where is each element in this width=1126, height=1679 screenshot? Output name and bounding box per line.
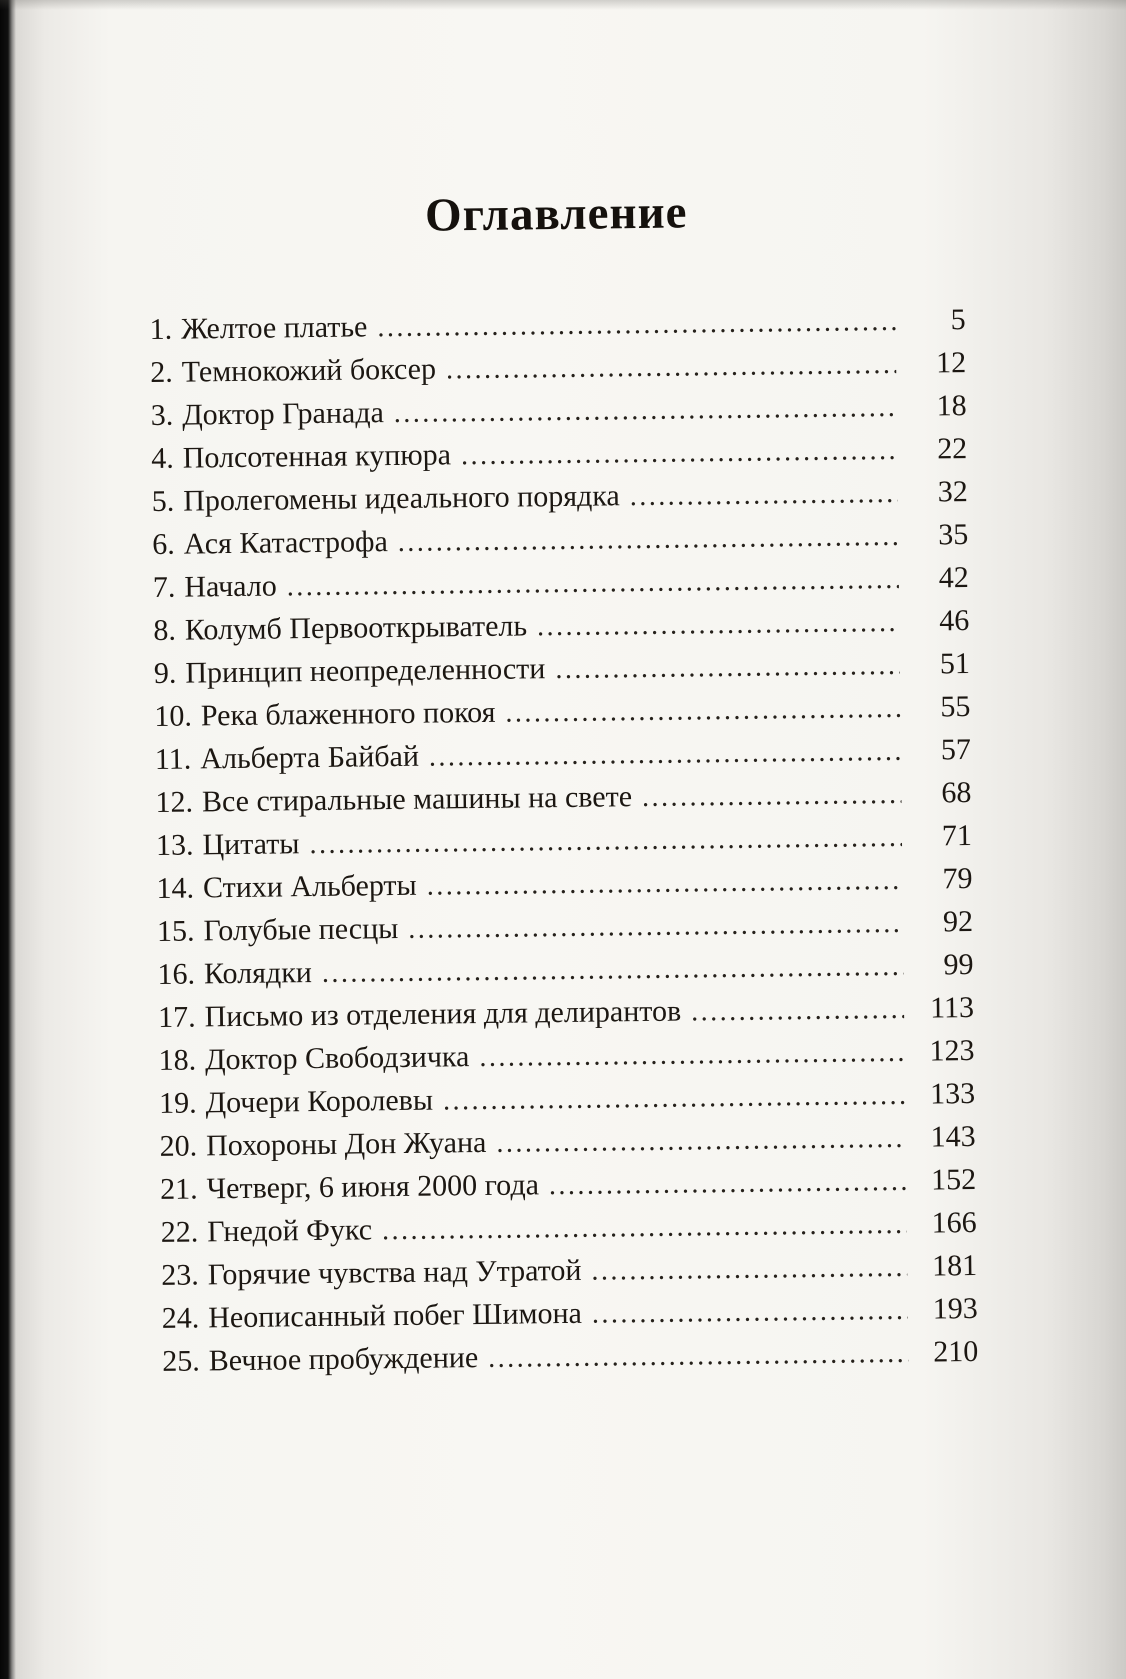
dot-leader <box>555 643 900 691</box>
toc-entry-page: 55 <box>940 689 971 724</box>
dot-leader <box>479 1030 905 1079</box>
toc-entry-number: 13. <box>155 828 194 862</box>
dot-leader <box>398 514 899 564</box>
dot-leader <box>591 1245 907 1293</box>
toc-entry-page: 113 <box>929 990 975 1025</box>
dot-leader <box>443 1073 906 1123</box>
toc-entry-number: 25. <box>162 1344 200 1378</box>
toc-entry-title: Гнедой Фукс <box>207 1213 373 1249</box>
dot-leader <box>394 385 897 435</box>
toc-entry-title: Принцип неопределенности <box>185 652 546 690</box>
dot-leader <box>537 600 900 648</box>
dot-leader <box>642 772 902 819</box>
dot-leader <box>377 299 896 349</box>
toc-entry-title: Дочери Королевы <box>205 1083 434 1120</box>
toc-entry-title: Похороны Дон Жуана <box>205 1125 487 1163</box>
toc-entry-number: 6. <box>152 527 176 561</box>
toc-entry-title: Четверг, 6 июня 2000 года <box>206 1168 540 1206</box>
toc-entry-title: Все стиральные машины на свете <box>201 780 633 819</box>
toc-entry-page: 99 <box>943 947 974 982</box>
toc-entry-page: 133 <box>929 1076 976 1111</box>
toc-entry-page: 5 <box>950 303 966 337</box>
toc-entry-number: 23. <box>161 1258 199 1292</box>
page-content <box>148 182 978 1383</box>
dot-leader <box>488 1331 909 1380</box>
dot-leader <box>382 1202 907 1252</box>
toc-entry-number: 19. <box>158 1086 197 1120</box>
toc-entry-number: 9. <box>153 656 177 690</box>
toc-entry-title: Неописанный побег Шимона <box>208 1296 583 1335</box>
toc-entry-number: 8. <box>153 613 177 647</box>
toc-entry-title: Ася Катастрофа <box>183 525 389 561</box>
toc-entry-number: 2. <box>150 355 173 389</box>
toc-entry-page: 32 <box>937 475 968 509</box>
dot-leader <box>549 1159 907 1207</box>
page-title: Оглавление <box>424 186 688 242</box>
toc-entry-number: 21. <box>159 1172 198 1206</box>
toc-entry-number: 22. <box>160 1215 199 1249</box>
scan-top-edge-shadow <box>0 0 1126 10</box>
toc-entry-page: 35 <box>938 518 969 552</box>
toc-entry-page: 22 <box>936 432 968 466</box>
toc-entry-page: 18 <box>936 389 967 423</box>
toc-entry-page: 210 <box>933 1334 979 1369</box>
toc-entry-number: 7. <box>152 570 176 604</box>
toc-entry-number: 20. <box>159 1129 198 1163</box>
toc-entry-title: Доктор Гранада <box>182 396 384 432</box>
toc-entry-title: Голубые песцы <box>203 911 399 948</box>
toc-entry-page: 123 <box>929 1033 975 1068</box>
toc-entry-title: Полсотенная купюра <box>182 438 452 475</box>
dot-leader <box>629 471 898 518</box>
dot-leader <box>426 858 902 908</box>
toc-entry-number: 14. <box>156 871 195 905</box>
toc-entry-title: Колядки <box>203 956 313 991</box>
toc-entry-title: Доктор Свободзичка <box>204 1040 470 1077</box>
toc-entry-title: Вечное пробуждение <box>208 1341 479 1378</box>
toc-entry-page: 152 <box>930 1162 977 1197</box>
toc-entry-title: Горячие чувства над Утратой <box>207 1253 582 1292</box>
toc-entry <box>162 1330 978 1383</box>
toc-entry-page: 166 <box>931 1205 977 1240</box>
toc-entry-title: Пролегомены идеального порядка <box>183 479 620 518</box>
scan-left-edge-shadow <box>0 0 16 1679</box>
toc-entry-number: 4. <box>151 441 174 475</box>
toc-entry-page: 193 <box>932 1291 978 1326</box>
toc-entry-number: 1. <box>149 312 173 346</box>
toc-entry-title: Колумб Первооткрыватель <box>184 609 528 647</box>
toc-entry-title: Альберта Байбай <box>200 739 420 776</box>
dot-leader <box>496 1116 906 1165</box>
toc-entry-page: 12 <box>935 346 967 380</box>
toc-entry-number: 15. <box>156 914 195 948</box>
toc-entry-title: Река блаженного покоя <box>200 695 496 733</box>
toc-entry-page: 51 <box>939 646 971 681</box>
toc-entry-page: 79 <box>942 861 973 896</box>
toc-entry-page: 181 <box>931 1248 978 1283</box>
toc-entry-number: 24. <box>161 1301 200 1335</box>
toc-entry-title: Темнокожий боксер <box>181 352 437 389</box>
toc-entry-page: 42 <box>938 561 969 595</box>
toc-entry-page: 68 <box>941 775 972 810</box>
toc-entry-page: 143 <box>930 1119 976 1154</box>
dot-leader <box>592 1288 908 1336</box>
table-of-contents <box>149 298 978 1383</box>
toc-entry-number: 18. <box>158 1043 197 1077</box>
dot-leader <box>446 342 897 391</box>
toc-entry-page: 46 <box>939 603 970 638</box>
toc-entry-number: 5. <box>151 484 175 518</box>
dot-leader <box>691 987 904 1034</box>
toc-entry-number: 12. <box>155 785 194 819</box>
toc-entry-title: Стихи Альберты <box>202 868 417 905</box>
toc-entry-title: Письмо из отделения для делирантов <box>204 994 682 1034</box>
toc-entry-number: 17. <box>157 1000 196 1034</box>
toc-entry-title: Начало <box>184 569 277 604</box>
toc-entry-number: 16. <box>157 957 196 991</box>
toc-entry-number: 3. <box>150 398 174 432</box>
toc-entry-title: Цитаты <box>202 827 300 862</box>
toc-entry-number: 11. <box>154 742 192 776</box>
dot-leader <box>461 428 898 477</box>
toc-entry-page: 71 <box>941 818 973 853</box>
toc-entry-page: 92 <box>942 904 974 939</box>
dot-leader <box>505 686 901 735</box>
dot-leader <box>429 729 901 779</box>
toc-entry-number: 10. <box>154 699 193 733</box>
dot-leader <box>408 901 903 951</box>
toc-entry-page: 57 <box>940 732 972 767</box>
toc-entry-title: Желтое платье <box>180 310 368 346</box>
